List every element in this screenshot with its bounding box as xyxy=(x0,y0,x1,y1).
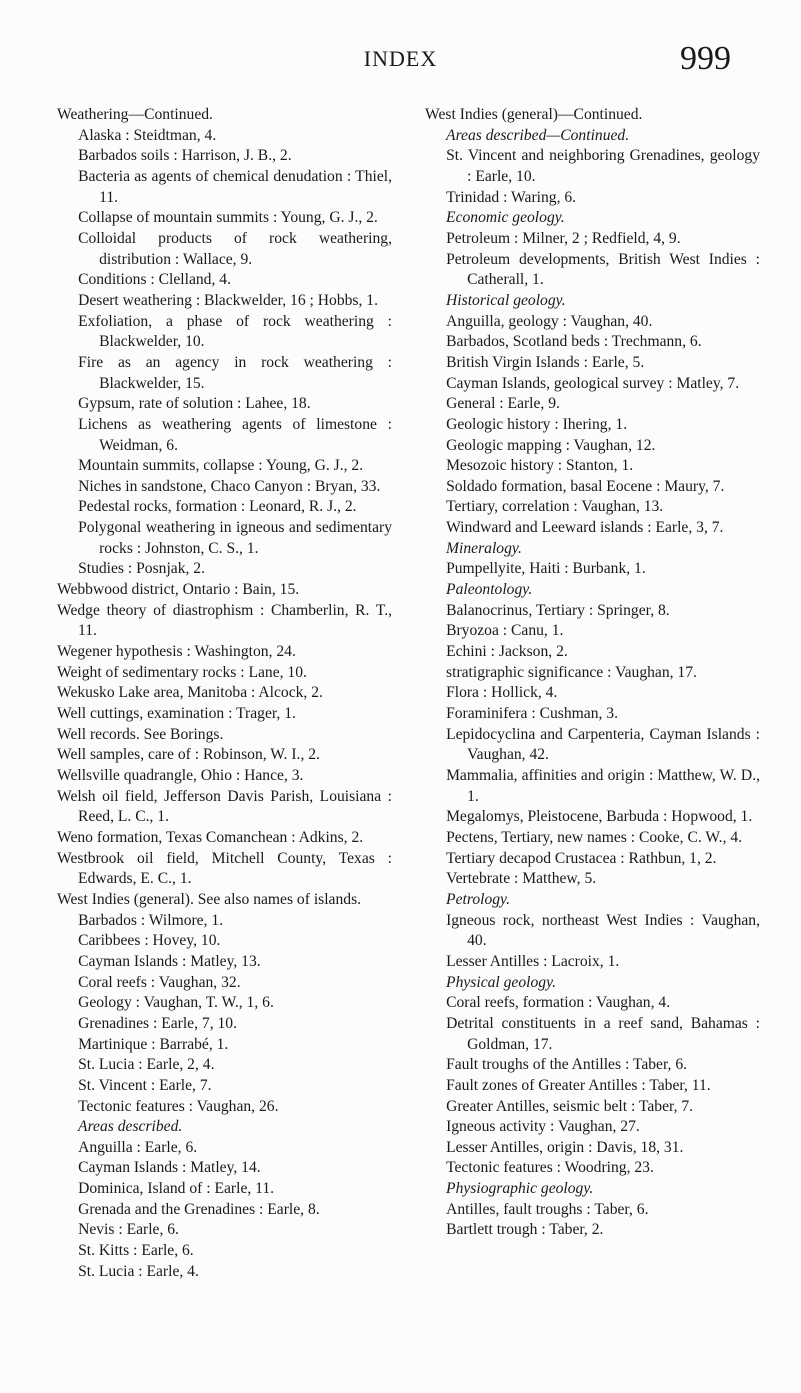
index-entry: Weight of sedimentary rocks : Lane, 10. xyxy=(57,663,307,681)
index-entry: Niches in sandstone, Chaco Canyon : Bryan, 33. xyxy=(78,477,381,495)
index-entry: Fault zones of Greater Antilles : Taber, 11. xyxy=(446,1076,711,1094)
index-entry: Petroleum : Milner, 2 ; Redfield, 4, 9. xyxy=(446,229,681,247)
index-entry: Webbwood district, Ontario : Bain, 15. xyxy=(57,581,300,599)
index-entry: Mammalia, affinities and origin : Matthew, W. D., 1. xyxy=(446,767,760,805)
index-entry: Pedestal rocks, formation : Leonard, R. J., 2. xyxy=(78,498,357,516)
index-entry: Alaska : Steidtman, 4. xyxy=(78,126,217,144)
left-column xyxy=(57,105,392,1282)
index-entry: Flora : Hollick, 4. xyxy=(446,684,558,702)
index-entry: Grenada and the Grenadines : Earle, 8. xyxy=(78,1200,320,1218)
index-entry: Bacteria as agents of chemical denudation : Thiel, 11. xyxy=(78,167,392,206)
index-entry: St. Vincent : Earle, 7. xyxy=(78,1076,212,1094)
index-entry: Westbrook oil field, Mitchell County, Texas : Edwards, E. C., 1. xyxy=(57,849,392,888)
index-entry: Pectens, Tertiary, new names : Cooke, C. W., 4. xyxy=(446,828,743,846)
page-title: INDEX xyxy=(363,46,438,71)
index-entry: Bryozoa : Canu, 1. xyxy=(446,622,564,640)
index-subheading: Historical geology. xyxy=(446,291,566,309)
index-entry: Wedge theory of diastrophism : Chamberlin, R. T., 11. xyxy=(57,601,392,640)
index-entry: Desert weathering : Blackwelder, 16 ; Hobbs, 1. xyxy=(78,291,378,309)
index-entry: Anguilla : Earle, 6. xyxy=(78,1138,198,1156)
index-subheading: Physiographic geology. xyxy=(446,1180,594,1198)
index-entry: Coral reefs : Vaughan, 32. xyxy=(78,973,241,991)
index-entry: Barbados soils : Harrison, J. B., 2. xyxy=(78,147,292,165)
index-entry: Well samples, care of : Robinson, W. I., 2. xyxy=(57,746,320,764)
index-entry: Gypsum, rate of solution : Lahee, 18. xyxy=(78,395,311,413)
index-entry: Wekusko Lake area, Manitoba : Alcock, 2. xyxy=(57,684,323,702)
index-entry: stratigraphic significance : Vaughan, 17. xyxy=(446,663,697,681)
index-entry: Windward and Leeward islands : Earle, 3, 7. xyxy=(446,519,724,537)
index-entry: Geologic history : Ihering, 1. xyxy=(446,415,628,433)
index-entry: Balanocrinus, Tertiary : Springer, 8. xyxy=(446,601,670,619)
index-entry: Weathering—Continued. xyxy=(57,106,213,123)
index-entry: Coral reefs, formation : Vaughan, 4. xyxy=(446,994,671,1012)
index-entry: Cayman Islands : Matley, 13. xyxy=(78,952,261,970)
index-entry: Well cuttings, examination : Trager, 1. xyxy=(57,705,296,723)
index-entry: Lesser Antilles : Lacroix, 1. xyxy=(446,952,620,970)
index-entry: Fire as an agency in rock weathering : Blackwelder, 15. xyxy=(78,353,392,392)
index-entry: Cayman Islands, geological survey : Matley, 7. xyxy=(446,374,740,392)
index-entry: Well records. See Borings. xyxy=(57,725,224,743)
index-entry: Grenadines : Earle, 7, 10. xyxy=(78,1014,237,1032)
index-subheading: Areas described. xyxy=(78,1118,183,1136)
index-entry: Conditions : Clelland, 4. xyxy=(78,271,231,289)
index-entry: West Indies (general). See also names of islands. xyxy=(57,890,362,908)
index-entry: West Indies (general)—Continued. xyxy=(425,106,643,123)
index-entry: Caribbees : Hovey, 10. xyxy=(78,932,221,950)
index-entry: Wellsville quadrangle, Ohio : Hance, 3. xyxy=(57,767,304,784)
index-entry: Colloidal products of rock weathering, distribution : Wallace, 9. xyxy=(78,229,392,268)
index-entry: Exfoliation, a phase of rock weathering : Blackwelder, 10. xyxy=(78,312,392,351)
index-entry: Detrital constituents in a reef sand, Bahamas : Goldman, 17. xyxy=(446,1014,760,1053)
index-entry: Lesser Antilles, origin : Davis, 18, 31. xyxy=(446,1138,684,1156)
index-entry: Nevis : Earle, 6. xyxy=(78,1221,179,1239)
index-entry: Trinidad : Waring, 6. xyxy=(446,188,577,206)
index-entry: Geology : Vaughan, T. W., 1, 6. xyxy=(78,994,274,1012)
index-entry: Tectonic features : Vaughan, 26. xyxy=(78,1097,279,1115)
index-entry: Echini : Jackson, 2. xyxy=(446,643,568,661)
index-entry: Geologic mapping : Vaughan, 12. xyxy=(446,436,656,454)
index-entry: Lichens as weathering agents of limestone : Weidman, 6. xyxy=(78,415,392,454)
index-entry: Studies : Posnjak, 2. xyxy=(78,560,205,578)
index-entry: Igneous rock, northeast West Indies : Vaughan, 40. xyxy=(446,911,760,950)
index-entry: Tectonic features : Woodring, 23. xyxy=(446,1159,654,1177)
index-entry: General : Earle, 9. xyxy=(446,395,560,413)
page-header xyxy=(0,40,801,84)
index-subheading: Mineralogy. xyxy=(446,539,522,557)
index-entry: Martinique : Barrabé, 1. xyxy=(78,1035,229,1053)
index-entry: Antilles, fault troughs : Taber, 6. xyxy=(446,1200,649,1218)
index-entry: Cayman Islands : Matley, 14. xyxy=(78,1159,261,1177)
index-entry: Petroleum developments, British West Indies : Catherall, 1. xyxy=(446,250,760,289)
index-entry: Igneous activity : Vaughan, 27. xyxy=(446,1118,640,1136)
index-subheading: Paleontology. xyxy=(446,581,533,599)
index-entry: Welsh oil field, Jefferson Davis Parish, Louisiana : Reed, L. C., 1. xyxy=(57,787,392,826)
index-entry: Bartlett trough : Taber, 2. xyxy=(446,1221,604,1239)
index-entry: Lepidocyclina and Carpenteria, Cayman Islands : Vaughan, 42. xyxy=(446,725,760,764)
index-entry: Tertiary, correlation : Vaughan, 13. xyxy=(446,498,664,516)
index-entry: Fault troughs of the Antilles : Taber, 6. xyxy=(446,1056,688,1074)
index-entry: Collapse of mountain summits : Young, G. J., 2. xyxy=(78,209,378,227)
index-entry: Weno formation, Texas Comanchean : Adkins, 2. xyxy=(57,828,364,846)
index-entry: Mountain summits, collapse : Young, G. J., 2. xyxy=(78,457,364,475)
index-entry: St. Lucia : Earle, 2, 4. xyxy=(78,1056,215,1074)
index-entry: Foraminifera : Cushman, 3. xyxy=(446,705,618,723)
right-column xyxy=(425,105,760,1241)
index-subheading: Physical geology. xyxy=(446,973,557,991)
index-entry: Wegener hypothesis : Washington, 24. xyxy=(57,643,296,661)
index-entry: British Virgin Islands : Earle, 5. xyxy=(446,353,645,371)
index-entry: St. Kitts : Earle, 6. xyxy=(78,1242,194,1260)
index-entry: Anguilla, geology : Vaughan, 40. xyxy=(446,312,653,330)
index-entry: St. Lucia : Earle, 4. xyxy=(78,1262,199,1280)
index-entry: Soldado formation, basal Eocene : Maury, 7. xyxy=(446,477,725,495)
index-entry: Dominica, Island of : Earle, 11. xyxy=(78,1180,275,1198)
index-entry: Tertiary decapod Crustacea : Rathbun, 1, 2. xyxy=(446,849,717,867)
index-entry: Polygonal weathering in igneous and sedimentary rocks : Johnston, C. S., 1. xyxy=(78,519,392,557)
index-subheading: Areas described—Continued. xyxy=(446,126,630,144)
index-entry: St. Vincent and neighboring Grenadines, geology : Earle, 10. xyxy=(446,147,760,185)
index-entry: Megalomys, Pleistocene, Barbuda : Hopwood, 1. xyxy=(446,808,753,826)
index-entry: Barbados, Scotland beds : Trechmann, 6. xyxy=(446,333,702,351)
page-number: 999 xyxy=(680,40,731,77)
index-subheading: Petrology. xyxy=(446,890,510,908)
index-entry: Vertebrate : Matthew, 5. xyxy=(446,870,597,888)
index-entry: Barbados : Wilmore, 1. xyxy=(78,911,224,929)
index-entry: Greater Antilles, seismic belt : Taber, 7. xyxy=(446,1097,694,1115)
index-entry: Pumpellyite, Haiti : Burbank, 1. xyxy=(446,560,646,578)
index-subheading: Economic geology. xyxy=(446,209,565,227)
index-entry: Mesozoic history : Stanton, 1. xyxy=(446,457,634,475)
